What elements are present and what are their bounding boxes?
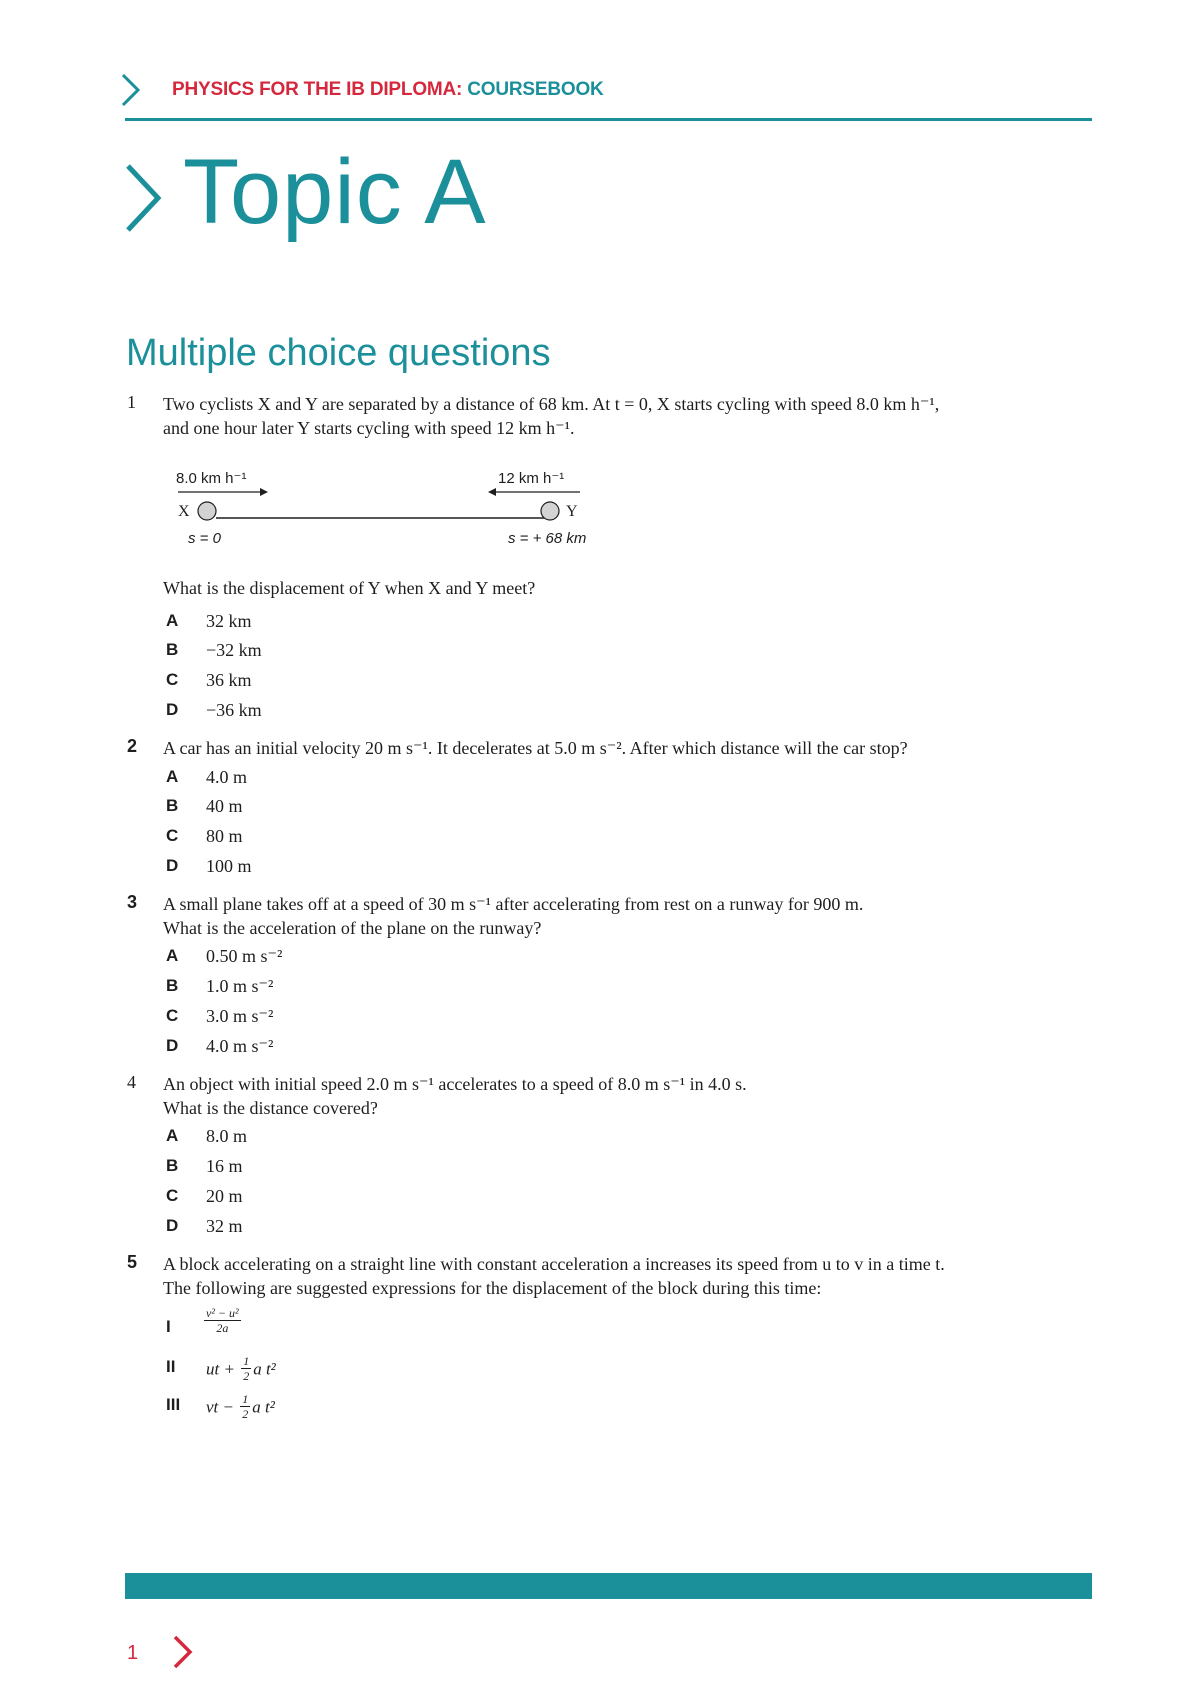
option-value: 1.0 m s⁻² bbox=[206, 976, 274, 996]
expression-3-tail: a t² bbox=[252, 1397, 275, 1417]
expression-3-fraction bbox=[240, 1392, 250, 1421]
expression-2 bbox=[206, 1356, 276, 1385]
running-header bbox=[172, 79, 604, 101]
option-letter: B bbox=[166, 640, 179, 659]
footer-bar bbox=[125, 1573, 1092, 1599]
option-letter: A bbox=[166, 1126, 179, 1145]
expression-2-numerator: 1 bbox=[243, 1354, 250, 1368]
expression-1-numerator: v² − u² bbox=[206, 1306, 239, 1320]
question-5-number: 5 bbox=[127, 1252, 138, 1272]
question-3-line-2: What is the acceleration of the plane on the runway? bbox=[163, 918, 542, 938]
question-1-prompt: What is the displacement of Y when X and Y meet? bbox=[163, 578, 536, 598]
x-position-label: s = 0 bbox=[188, 530, 221, 547]
option-value: 20 m bbox=[206, 1186, 243, 1206]
expression-3-lead: vt − bbox=[206, 1397, 239, 1417]
question-2-number: 2 bbox=[127, 736, 138, 756]
option-letter: B bbox=[166, 976, 179, 995]
x-arrow-icon bbox=[260, 488, 268, 496]
question-1-number: 1 bbox=[127, 392, 136, 412]
expression-2-lead: ut + bbox=[206, 1359, 240, 1379]
question-2-line-1: A car has an initial velocity 20 m s⁻¹. It decelerates at 5.0 m s⁻². After which distance will the car stop? bbox=[163, 738, 908, 758]
cyclist-x-icon bbox=[198, 502, 216, 520]
expression-1-fraction bbox=[204, 1306, 241, 1335]
topic-chevron-icon bbox=[124, 162, 164, 234]
question-3-line-1: A small plane takes off at a speed of 30 m s⁻¹ after accelerating from rest on a runway for 900 m. bbox=[163, 894, 864, 914]
option-value: −36 km bbox=[206, 700, 262, 720]
option-value: 0.50 m s⁻² bbox=[206, 946, 283, 966]
option-letter: A bbox=[166, 767, 179, 786]
option-letter: C bbox=[166, 1006, 179, 1025]
next-page-chevron-icon bbox=[172, 1634, 194, 1670]
option-letter: D bbox=[166, 856, 179, 875]
option-value: 32 km bbox=[206, 611, 252, 631]
y-label: Y bbox=[566, 503, 578, 520]
header-chevron-icon bbox=[120, 72, 142, 108]
option-letter: C bbox=[166, 670, 179, 689]
option-value: 40 m bbox=[206, 796, 243, 816]
option-value: −32 km bbox=[206, 640, 262, 660]
option-letter: D bbox=[166, 700, 179, 719]
option-letter: D bbox=[166, 1036, 179, 1055]
option-letter: A bbox=[166, 611, 179, 630]
option-letter: B bbox=[166, 1156, 179, 1175]
topic-title: Topic A bbox=[183, 141, 487, 243]
question-3-number: 3 bbox=[127, 892, 138, 912]
question-4-line-1: An object with initial speed 2.0 m s⁻¹ accelerates to a speed of 8.0 m s⁻¹ in 4.0 s. bbox=[163, 1074, 747, 1094]
cyclists-diagram bbox=[160, 460, 620, 550]
question-1-line-1: Two cyclists X and Y are separated by a distance of 68 km. At t = 0, X starts cycling with speed 8.0 km h⁻¹, bbox=[163, 394, 940, 414]
running-header-subtitle: COURSEBOOK bbox=[467, 79, 604, 100]
option-value: 80 m bbox=[206, 826, 243, 846]
expression-3-label: III bbox=[166, 1395, 181, 1414]
cyclist-y-icon bbox=[541, 502, 559, 520]
option-letter: B bbox=[166, 796, 179, 815]
option-value: 4.0 m s⁻² bbox=[206, 1036, 274, 1056]
question-4-line-2: What is the distance covered? bbox=[163, 1098, 378, 1118]
running-header-title: PHYSICS FOR THE IB DIPLOMA: bbox=[172, 79, 468, 100]
option-letter: C bbox=[166, 826, 179, 845]
expression-2-label: II bbox=[166, 1357, 176, 1376]
x-label: X bbox=[178, 503, 190, 520]
expression-3 bbox=[206, 1394, 275, 1423]
question-1-line-2: and one hour later Y starts cycling with speed 12 km h⁻¹. bbox=[163, 418, 575, 438]
expression-2-tail: a t² bbox=[253, 1359, 276, 1379]
option-value: 4.0 m bbox=[206, 767, 248, 787]
question-4-number: 4 bbox=[127, 1072, 136, 1092]
expression-2-fraction bbox=[241, 1354, 251, 1383]
x-speed-label: 8.0 km h⁻¹ bbox=[176, 470, 247, 487]
y-position-label: s = + 68 km bbox=[508, 530, 587, 547]
expression-3-denominator: 2 bbox=[242, 1407, 249, 1421]
question-5-line-2: The following are suggested expressions for the displacement of the block during this time: bbox=[163, 1278, 822, 1298]
page-number: 1 bbox=[127, 1642, 139, 1664]
section-title: Multiple choice questions bbox=[126, 332, 551, 374]
expression-1-denominator: 2a bbox=[216, 1321, 229, 1335]
option-value: 100 m bbox=[206, 856, 252, 876]
expression-1-label: I bbox=[166, 1317, 171, 1336]
question-5-line-1: A block accelerating on a straight line with constant acceleration a increases its speed from u to v in a time t. bbox=[163, 1254, 945, 1274]
option-value: 3.0 m s⁻² bbox=[206, 1006, 274, 1026]
option-value: 36 km bbox=[206, 670, 252, 690]
option-letter: D bbox=[166, 1216, 179, 1235]
expression-2-denominator: 2 bbox=[243, 1369, 250, 1383]
option-value: 8.0 m bbox=[206, 1126, 248, 1146]
option-letter: C bbox=[166, 1186, 179, 1205]
y-arrow-icon bbox=[488, 488, 496, 496]
header-rule bbox=[125, 118, 1092, 121]
option-value: 16 m bbox=[206, 1156, 243, 1176]
expression-3-numerator: 1 bbox=[242, 1392, 249, 1406]
option-value: 32 m bbox=[206, 1216, 243, 1236]
y-speed-label: 12 km h⁻¹ bbox=[498, 470, 565, 487]
option-letter: A bbox=[166, 946, 179, 965]
